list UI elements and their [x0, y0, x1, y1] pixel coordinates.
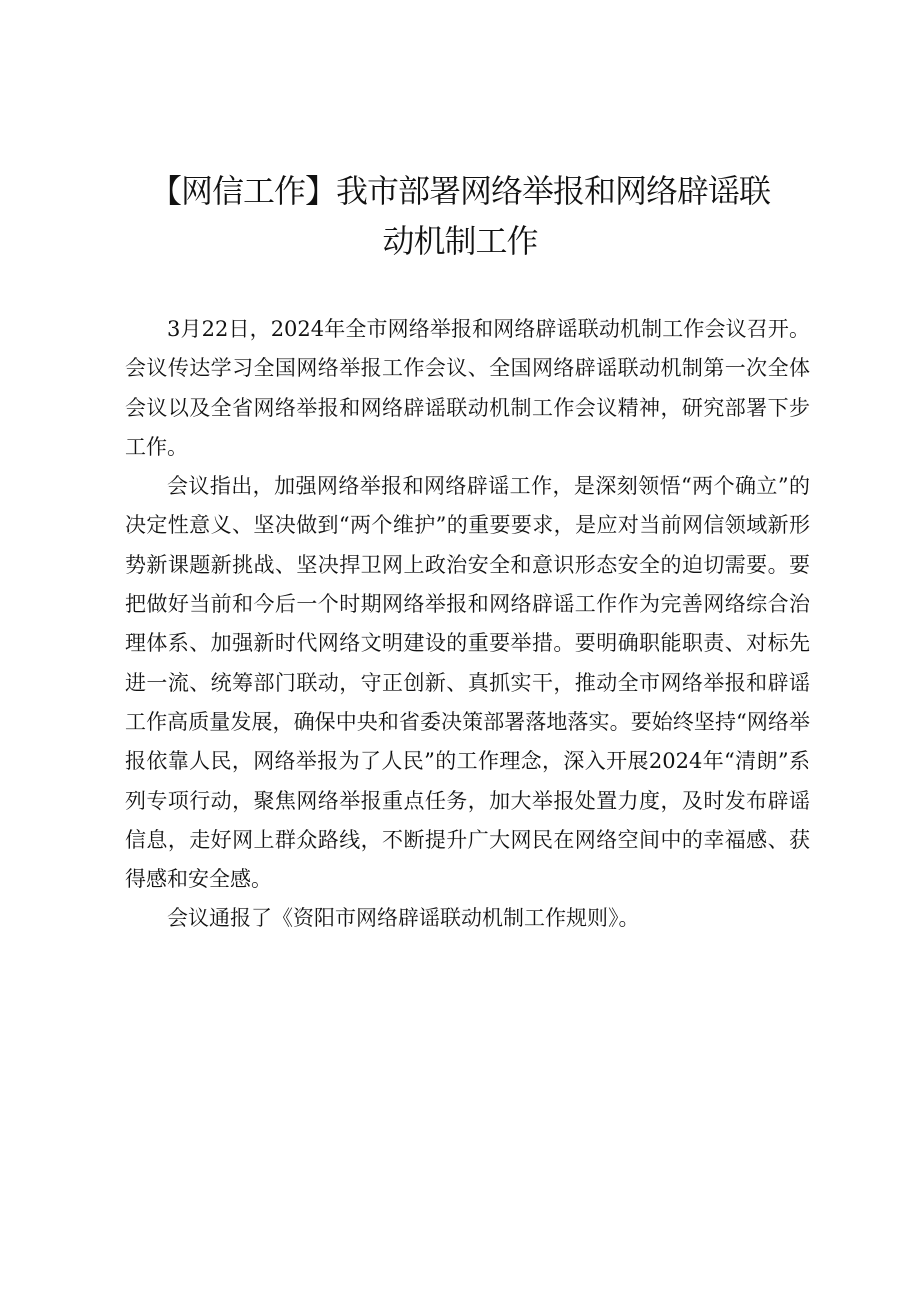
paragraph-meeting-notice: 会议通报了《资阳市网络辟谣联动机制工作规则》。 [167, 906, 640, 931]
paragraph-meeting-points: 会议指出，加强网络举报和网络辟谣工作，是深刻领悟“两个确立”的决定性意义、坚决做到“两个维护”的重要要求，是应对当前网信领域新形势新课题新挑战、坚决捍卫网上政治安全和意识形态安全的迫切需要。要把做好当前和今后一个时期网络举报和网络辟谣工作作为完善网络综合治理体系、加强新时代网络文明建设的重要举措。要明确职能职责、对标先进一流、统筹部门联动，守正创新、真抓实干，推动全市网络举报和辟谣工作高质量发展，确保中央和省委决策部署落地落实。要始终坚持“网络举报依靠人民，网络举报为了人民”的工作理念，深入开展2024年“清朗”系列专项行动，聚焦网络举报重点任务，加大举报处置力度，及时发布辟谣信息，走好网上群众路线，不断提升广大网民在网络空间中的幸福感、获得感和安全感。 [125, 474, 810, 892]
document-body [125, 310, 810, 939]
document-title [130, 166, 790, 266]
title-line-1: 【网信工作】我市部署网络举报和网络辟谣联 [149, 172, 770, 210]
title-line-2: 动机制工作 [382, 222, 538, 260]
paragraph-meeting-held: 3月22日，2024年全市网络举报和网络辟谣联动机制工作会议召开。会议传达学习全国网络举报工作会议、全国网络辟谣联动机制第一次全体会议以及全省网络举报和网络辟谣联动机制工作会议精神，研究部署下步工作。 [125, 317, 810, 459]
